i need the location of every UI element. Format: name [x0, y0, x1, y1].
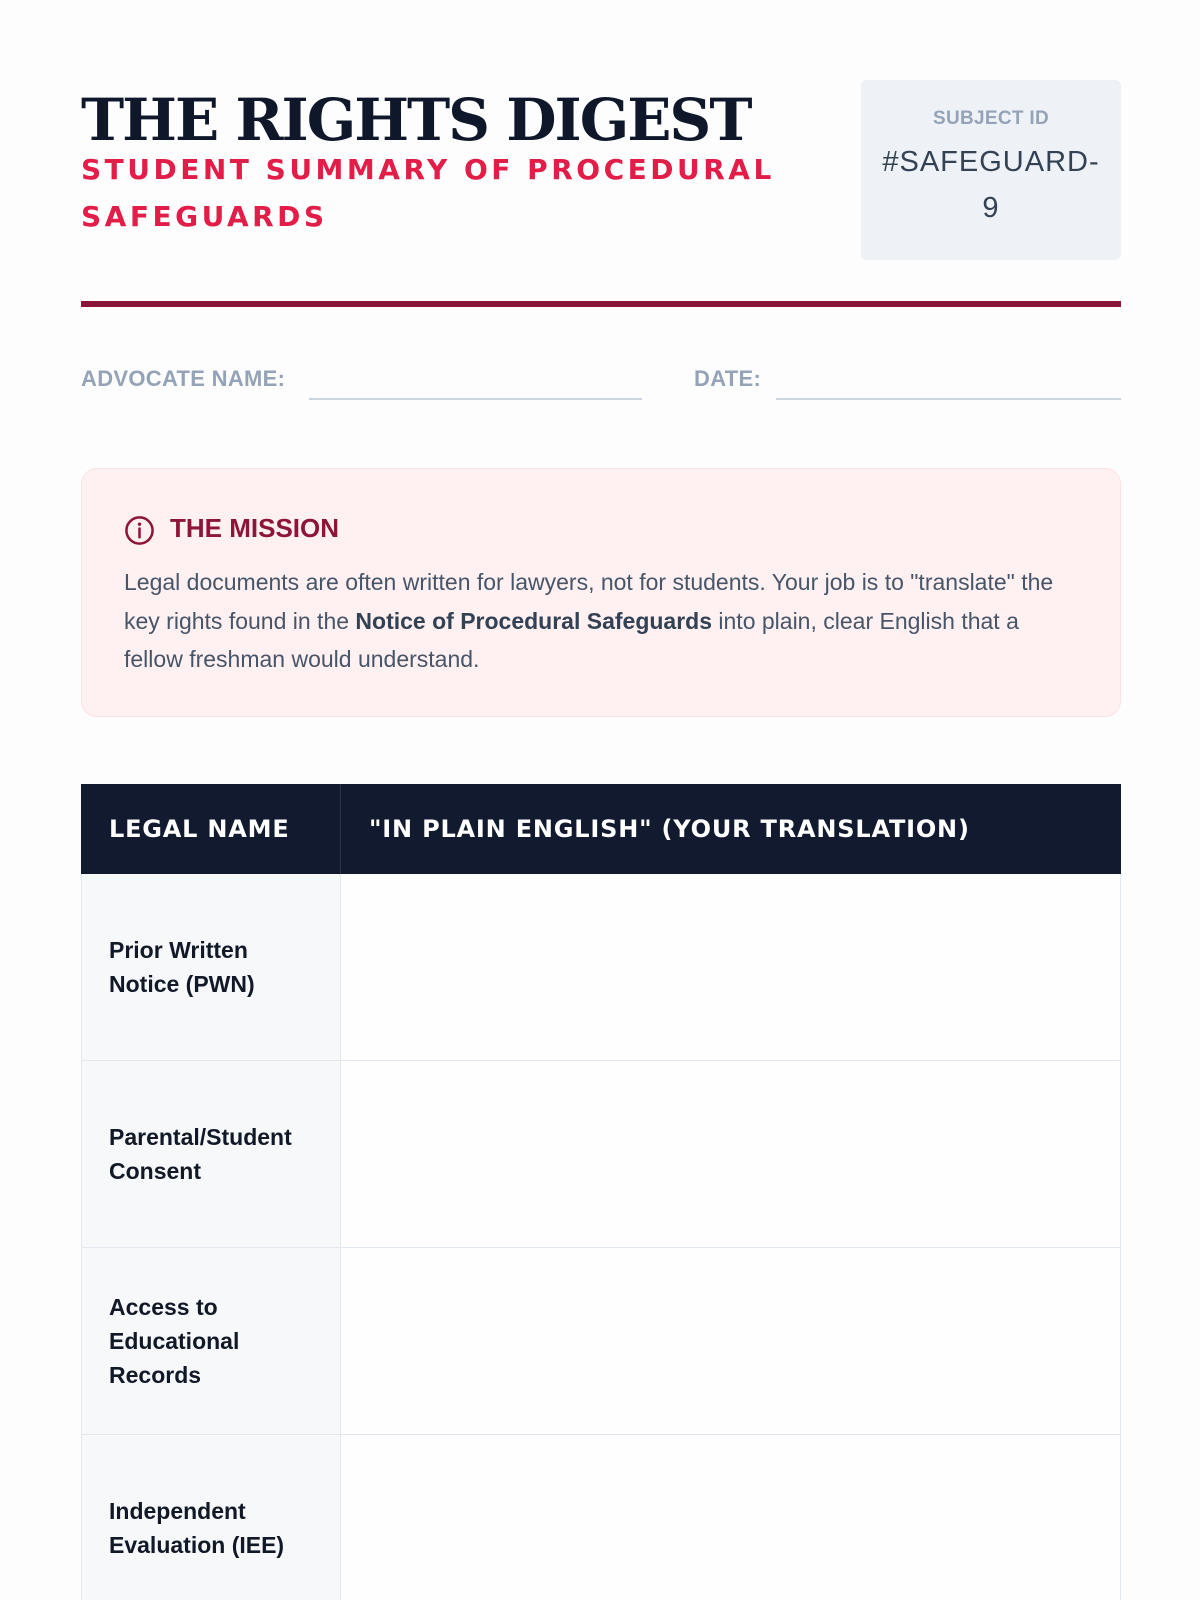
legal-name-cell: [81, 1248, 341, 1434]
legal-name-text: Parental/Student Consent: [109, 1124, 292, 1184]
legal-name-cell: [81, 874, 341, 1060]
table-row: [81, 874, 1121, 1061]
advocate-name-field[interactable]: [309, 398, 642, 400]
table-row: [81, 1061, 1121, 1248]
header-divider: [81, 301, 1121, 307]
subject-id-value: #SAFEGUARD-9: [882, 146, 1100, 224]
table-header: [81, 784, 1121, 874]
table-row: [81, 1248, 1121, 1435]
translation-cell[interactable]: [341, 1248, 1121, 1434]
mission-text: [124, 563, 1084, 679]
translation-cell[interactable]: [341, 1061, 1121, 1247]
mission-text-emphasis: Notice of Procedural Safeguards: [355, 607, 713, 634]
date-label: DATE:: [694, 366, 762, 391]
legal-name-cell: [81, 1435, 341, 1600]
legal-name-text: Access to Educational Records: [109, 1294, 240, 1388]
legal-name-cell: [81, 1061, 341, 1247]
translation-cell[interactable]: [341, 1435, 1121, 1600]
legal-name-text: Prior Written Notice (PWN): [109, 937, 255, 997]
subject-id-label: SUBJECT ID: [933, 108, 1049, 129]
advocate-name-label: ADVOCATE NAME:: [81, 366, 286, 391]
page-subtitle: STUDENT SUMMARY OF PROCEDURAL SAFEGUARDS: [81, 153, 775, 233]
translation-cell[interactable]: [341, 874, 1121, 1060]
mission-text-end: into plain, clear English that a fellow freshman would understand.: [124, 607, 1019, 672]
date-field[interactable]: [776, 398, 1121, 400]
mission-text-start: Legal documents are often written for lawyers, not for students. Your job is to "translate" the key rights found in the: [124, 569, 1054, 634]
column-header-legal-name: LEGAL NAME: [109, 815, 290, 843]
header: [81, 80, 1121, 260]
mission-title: THE MISSION: [170, 513, 340, 543]
page-title: THE RIGHTS DIGEST: [81, 86, 751, 154]
table-row: [81, 1435, 1121, 1600]
header-column-divider: [340, 784, 341, 874]
column-header-translation: "IN PLAIN ENGLISH" (YOUR TRANSLATION): [369, 815, 970, 843]
info-circle-icon: [124, 515, 155, 546]
subject-id-box: [861, 80, 1121, 260]
legal-name-text: Independent Evaluation (IEE): [109, 1498, 285, 1558]
mission-callout: [81, 468, 1121, 717]
